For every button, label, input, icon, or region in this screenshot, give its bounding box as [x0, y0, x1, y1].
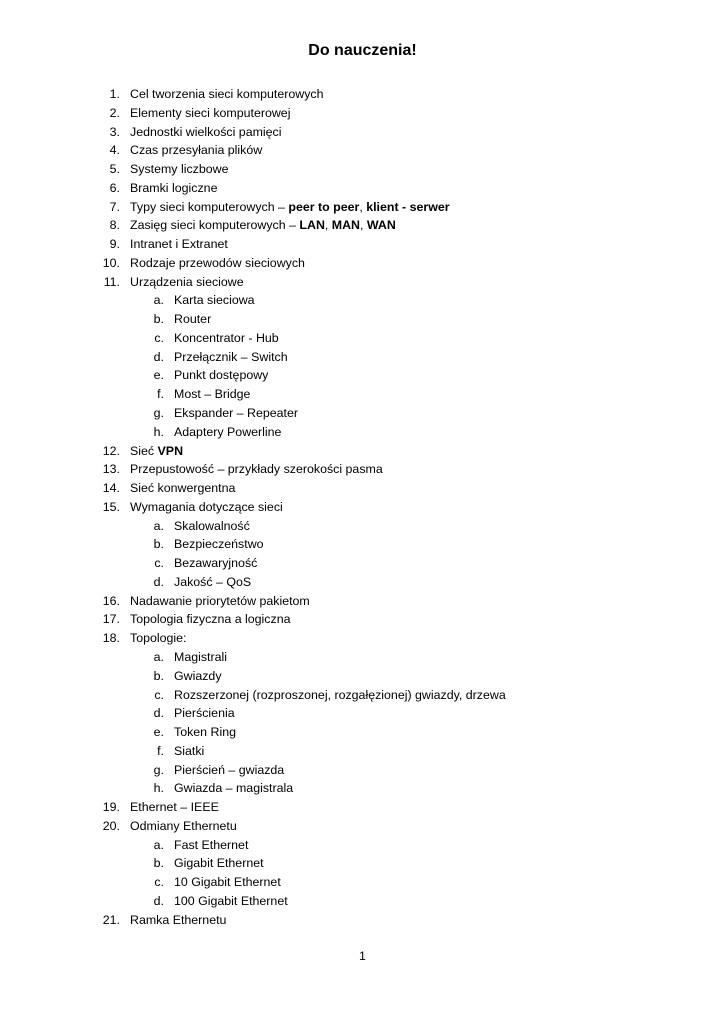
- text-segment: Bezpieczeństwo: [174, 537, 264, 552]
- list-item-number: 21.: [102, 912, 120, 927]
- list-item-text: [130, 160, 228, 179]
- list-item: [0, 254, 725, 273]
- list-item: [0, 592, 725, 611]
- list-item: [0, 817, 725, 836]
- list-item-text: [130, 198, 450, 217]
- bold-term: LAN: [299, 218, 325, 233]
- list-item-text: [174, 648, 227, 667]
- list-item: [0, 141, 725, 160]
- text-segment: Router: [174, 312, 212, 327]
- list-item-number: 12.: [102, 443, 120, 458]
- list-item-number: 3.: [109, 124, 120, 139]
- list-item-text: [174, 779, 293, 798]
- sub-list-item: [0, 517, 725, 536]
- list-item-text: [174, 329, 279, 348]
- text-segment: Bezawaryjność: [174, 556, 258, 571]
- sub-list-item: [0, 836, 725, 855]
- text-segment: Karta sieciowa: [174, 293, 255, 308]
- text-segment: 10 Gigabit Ethernet: [174, 875, 281, 890]
- list-item: [0, 911, 725, 930]
- bold-term: peer to peer: [288, 199, 360, 214]
- list-item-text: [130, 104, 290, 123]
- text-segment: ,: [324, 218, 332, 233]
- list-item-text: [174, 310, 211, 329]
- list-item-number: 8.: [109, 218, 120, 233]
- sub-list-item: [0, 404, 725, 423]
- list-item-number: a.: [153, 837, 164, 852]
- text-segment: Pierścień – gwiazda: [174, 762, 285, 777]
- sub-list-item: [0, 554, 725, 573]
- list-item-number: 4.: [109, 143, 120, 158]
- list-item-text: [174, 704, 235, 723]
- text-segment: Ramka Ethernetu: [130, 912, 227, 927]
- sub-list-item: [0, 648, 725, 667]
- list-item-number: f.: [157, 387, 164, 402]
- sub-list-item: [0, 535, 725, 554]
- list-item-text: [174, 854, 264, 873]
- list-item-text: [174, 667, 222, 686]
- text-segment: Jakość – QoS: [174, 574, 252, 589]
- text-segment: Topologia fizyczna a logiczna: [130, 612, 291, 627]
- sub-list-item: [0, 310, 725, 329]
- sub-list-item: [0, 366, 725, 385]
- text-segment: Ekspander – Repeater: [174, 406, 298, 421]
- text-segment: Cel tworzenia sieci komputerowych: [130, 87, 324, 101]
- sub-list-item: [0, 854, 725, 873]
- text-segment: Most – Bridge: [174, 387, 251, 402]
- sub-list-item: [0, 742, 725, 761]
- list-item-number: 15.: [102, 499, 120, 514]
- list-item-text: [130, 216, 396, 235]
- bold-term: WAN: [366, 218, 396, 233]
- text-segment: Gwiazdy: [174, 668, 222, 683]
- list-item-text: [130, 123, 282, 142]
- list-item-number: 16.: [102, 593, 120, 608]
- list-item-text: [174, 873, 281, 892]
- list-item-text: [174, 535, 264, 554]
- sub-list-item: [0, 892, 725, 911]
- list-item-number: 10.: [102, 255, 120, 270]
- list-item-number: a.: [153, 293, 164, 308]
- list-item-number: b.: [153, 668, 164, 683]
- text-segment: Czas przesyłania plików: [130, 143, 263, 158]
- list-item-text: [130, 911, 226, 930]
- list-item-number: 18.: [102, 631, 120, 646]
- list-item-text: [174, 554, 257, 573]
- list-item: [0, 160, 725, 179]
- sub-list-item: [0, 873, 725, 892]
- sub-list-item: [0, 667, 725, 686]
- list-item-text: [174, 723, 236, 742]
- list-item-number: 13.: [102, 462, 120, 477]
- list-item-number: 17.: [102, 612, 120, 627]
- text-segment: Gwiazda – magistrala: [174, 781, 294, 796]
- list-item-text: [174, 366, 268, 385]
- text-segment: Rozszerzonej (rozproszonej, rozgałęzionej) gwiazdy, drzewa: [174, 687, 506, 702]
- list-item-number: b.: [153, 312, 164, 327]
- text-segment: Punkt dostępowy: [174, 368, 269, 383]
- list-item-text: [130, 460, 383, 479]
- list-item-text: [130, 498, 283, 517]
- sub-list-item: [0, 423, 725, 442]
- list-item-number: h.: [153, 781, 164, 796]
- list-item-number: g.: [153, 762, 164, 777]
- list-item-text: [174, 291, 255, 310]
- list-item-number: 6.: [109, 180, 120, 195]
- text-segment: Rodzaje przewodów sieciowych: [130, 255, 305, 270]
- list-item-text: [174, 385, 250, 404]
- list-item: [0, 235, 725, 254]
- sub-list-item: [0, 723, 725, 742]
- sub-list-item: [0, 385, 725, 404]
- list-item-number: 11.: [103, 274, 120, 289]
- text-segment: Bramki logiczne: [130, 180, 218, 195]
- list-item-text: [130, 85, 324, 104]
- sub-list-item: [0, 573, 725, 592]
- bold-term: klient - serwer: [366, 199, 450, 214]
- list-item-number: c.: [154, 875, 164, 890]
- list-item-number: b.: [153, 537, 164, 552]
- topic-list: [0, 85, 725, 929]
- text-segment: Przełącznik – Switch: [174, 349, 288, 364]
- list-item: [0, 479, 725, 498]
- list-item: [0, 629, 725, 648]
- text-segment: Wymagania dotyczące sieci: [130, 499, 283, 514]
- list-item-text: [174, 892, 288, 911]
- list-item-text: [130, 817, 237, 836]
- text-segment: Gigabit Ethernet: [174, 856, 264, 871]
- page-title: Do nauczenia!: [308, 42, 417, 59]
- text-segment: Topologie:: [130, 631, 187, 646]
- text-segment: Intranet i Extranet: [130, 237, 228, 252]
- list-item-text: [130, 141, 262, 160]
- list-item-number: a.: [153, 518, 164, 533]
- text-segment: Sieć konwergentna: [130, 481, 236, 496]
- list-item-number: 19.: [102, 800, 120, 815]
- list-item-number: 7.: [109, 199, 120, 214]
- sub-list-item: [0, 329, 725, 348]
- list-item-number: e.: [153, 368, 164, 383]
- list-item-text: [130, 629, 187, 648]
- list-item-text: [174, 742, 204, 761]
- list-item-number: a.: [153, 649, 164, 664]
- list-item: [0, 273, 725, 292]
- text-segment: Jednostki wielkości pamięci: [130, 124, 282, 139]
- text-segment: Pierścienia: [174, 706, 235, 721]
- list-item: [0, 85, 725, 104]
- page-number: 1: [359, 949, 366, 963]
- list-item-number: d.: [153, 706, 164, 721]
- list-item-text: [130, 479, 235, 498]
- list-item-text: [130, 798, 219, 817]
- list-item-number: 5.: [109, 162, 120, 177]
- list-item: [0, 798, 725, 817]
- list-item-text: [130, 254, 305, 273]
- sub-list-item: [0, 779, 725, 798]
- list-item-text: [130, 179, 217, 198]
- text-segment: Odmiany Ethernetu: [130, 818, 237, 833]
- text-segment: 100 Gigabit Ethernet: [174, 893, 288, 908]
- list-item: [0, 610, 725, 629]
- list-item: [0, 216, 725, 235]
- list-item-text: [174, 404, 298, 423]
- text-segment: Magistrali: [174, 649, 228, 664]
- list-item-text: [130, 273, 244, 292]
- list-item-number: c.: [154, 687, 164, 702]
- list-item-text: [130, 442, 183, 461]
- text-segment: Zasięg sieci komputerowych –: [130, 218, 300, 233]
- text-segment: Elementy sieci komputerowej: [130, 105, 291, 120]
- list-item: [0, 198, 725, 217]
- list-item: [0, 104, 725, 123]
- text-segment: Urządzenia sieciowe: [130, 274, 244, 289]
- list-item-text: [174, 423, 281, 442]
- list-item: [0, 498, 725, 517]
- text-segment: Siatki: [174, 743, 205, 758]
- list-item: [0, 123, 725, 142]
- text-segment: Sieć: [130, 443, 158, 458]
- list-item-number: 20.: [102, 818, 120, 833]
- list-item-number: f.: [157, 743, 164, 758]
- list-item-text: [174, 573, 251, 592]
- text-segment: Token Ring: [174, 725, 236, 740]
- list-item-text: [174, 836, 248, 855]
- bold-term: VPN: [157, 443, 184, 458]
- list-item-number: d.: [153, 893, 164, 908]
- text-segment: Systemy liczbowe: [130, 162, 229, 177]
- list-item-text: [130, 610, 290, 629]
- text-segment: Nadawanie priorytetów pakietom: [130, 593, 310, 608]
- text-segment: Typy sieci komputerowych –: [130, 199, 289, 214]
- list-item-text: [130, 592, 310, 611]
- list-item-text: [174, 348, 288, 367]
- sub-list-item: [0, 704, 725, 723]
- sub-list-item: [0, 348, 725, 367]
- sub-list-item: [0, 761, 725, 780]
- list-item: [0, 460, 725, 479]
- sub-list-item: [0, 686, 725, 705]
- list-item-number: h.: [153, 424, 164, 439]
- list-item-number: c.: [154, 556, 164, 571]
- list-item-number: d.: [153, 349, 164, 364]
- text-segment: Fast Ethernet: [174, 837, 249, 852]
- list-item: [0, 179, 725, 198]
- list-item-number: 9.: [109, 237, 120, 252]
- list-item: [0, 442, 725, 461]
- list-item-text: [174, 517, 250, 536]
- list-item-number: d.: [153, 574, 164, 589]
- text-segment: Koncentrator - Hub: [174, 330, 279, 345]
- list-item-number: 2.: [109, 105, 120, 120]
- list-item-number: 14.: [102, 481, 120, 496]
- list-item-text: [130, 235, 228, 254]
- list-item-text: [174, 761, 284, 780]
- list-item-number: e.: [153, 725, 164, 740]
- list-item-number: 1.: [109, 87, 120, 101]
- list-item-text: [174, 686, 506, 705]
- text-segment: Ethernet – IEEE: [130, 800, 219, 815]
- list-item-number: c.: [154, 330, 164, 345]
- text-segment: Skalowalność: [174, 518, 250, 533]
- text-segment: Przepustowość – przykłady szerokości pasma: [130, 462, 383, 477]
- sub-list-item: [0, 291, 725, 310]
- list-item-number: g.: [153, 406, 164, 421]
- list-item-number: b.: [153, 856, 164, 871]
- text-segment: ,: [359, 199, 367, 214]
- bold-term: MAN: [331, 218, 360, 233]
- text-segment: ,: [360, 218, 367, 233]
- text-segment: Adaptery Powerline: [174, 424, 282, 439]
